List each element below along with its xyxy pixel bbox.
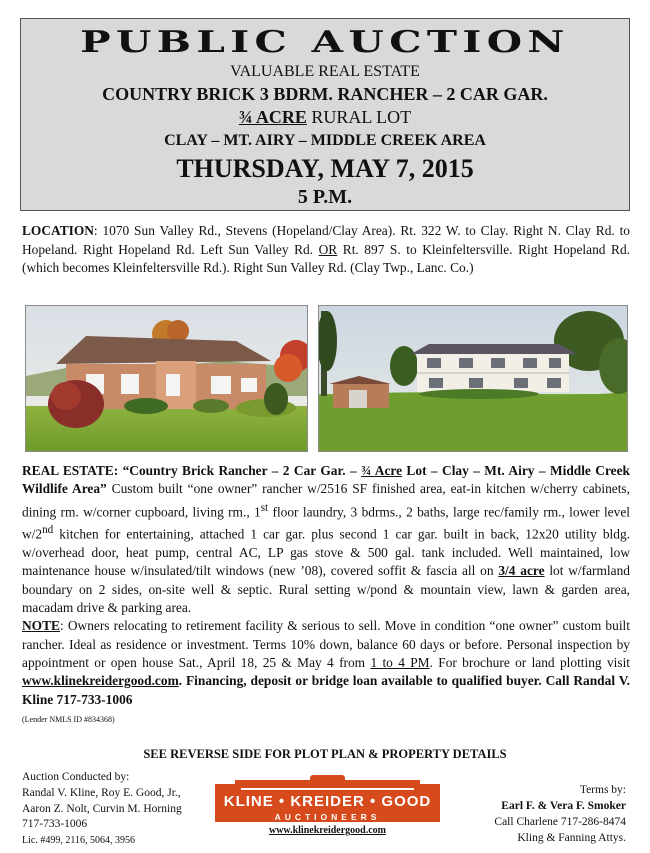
rancher-photo [25, 305, 308, 452]
terms-heading: Terms by: [579, 784, 626, 796]
real-estate-acre: 3/4 acre [498, 563, 545, 579]
rear-view-photo [318, 305, 628, 452]
real-estate-body-b: floor laundry, 3 bdrms., 2 baths, large rec/family rm., lower level w/2 [22, 504, 630, 542]
reverse-side-note: SEE REVERSE SIDE FOR PLOT PLAN & PROPERTY DETAILS [143, 747, 507, 761]
real-estate-body-d: lot w/farmland boundary on 2 sides, on-site well & septic. Rural setting w/pond & mountain view, lawn & garden area, macadam drive & parking area. [22, 563, 630, 616]
location-text-a: : 1070 Sun Valley Rd., Stevens (Hopeland/Clay Area). Rt. 322 W. to Clay. Right N. Clay Rd. to Hopeland. Right Hopeland Rd. Left Sun Valley Rd. [22, 223, 630, 257]
real-estate-title-b: Lot – Clay – Mt. Airy – Middle Creek Wildlife Area” [22, 463, 630, 497]
lot-size: ¾ ACRE [238, 107, 307, 127]
logo-banner [215, 790, 440, 822]
real-estate-sup-st: st [260, 501, 269, 514]
license-numbers: Lic. #499, 2116, 5064, 3956 [22, 835, 135, 847]
real-estate-label: REAL ESTATE [22, 463, 114, 478]
financing-text: . Financing, deposit or bridge loan available to qualified buyer. Call Randal V. Kline 717-733-1006 [22, 673, 630, 707]
real-estate-body-a: Custom built “one owner” rancher w/2516 SF finished area, eat-in kitchen w/cherry cabinets, dining rm. w/corner cupboard, living rm., 1 [22, 481, 630, 520]
real-estate-title-a: : “Country Brick Rancher – 2 Car Gar. – [113, 463, 362, 478]
header-box [20, 18, 630, 211]
auction-date: THURSDAY, MAY 7, 2015 [176, 154, 474, 183]
owner-names: Earl F. & Vera F. Smoker [501, 800, 626, 812]
auctioneers-line1: Randal V. Kline, Roy E. Good, Jr., [22, 786, 181, 799]
logo-website-link[interactable]: www.klinekreidergood.com [268, 825, 387, 836]
auction-conducted-by [22, 770, 222, 849]
location-paragraph [22, 222, 630, 278]
note-text-b: . For brochure or land plotting visit [429, 654, 631, 670]
conducted-heading: Auction Conducted by: [22, 771, 130, 783]
open-house-hours: 1 to 4 PM [370, 654, 430, 670]
logo-name: KLINE • KREIDER • GOOD [223, 793, 432, 810]
subtitle-rancher: COUNTRY BRICK 3 BDRM. RANCHER – 2 CAR GAR. [102, 84, 548, 104]
auction-time: 5 P.M. [297, 186, 353, 208]
lot-type: RURAL LOT [306, 107, 412, 127]
subtitle-lot [21, 107, 629, 128]
attorneys: Kling & Fanning Attys. [517, 832, 626, 844]
real-estate-sup-nd: nd [42, 524, 54, 537]
real-estate-title-acre: ¾ Acre [361, 463, 403, 478]
auction-title: PUBLIC AUCTION [80, 25, 570, 60]
rancher-photo-illustration [26, 306, 308, 452]
auctioneer-logo [215, 775, 440, 847]
logo-gavel-icon [215, 775, 440, 790]
subtitle-real-estate: VALUABLE REAL ESTATE [230, 63, 420, 80]
website-link[interactable]: www.klinekreidergood.com [22, 673, 179, 689]
auctioneers-line2: Aaron Z. Nolt, Curvin M. Horning [22, 802, 182, 815]
location-label: LOCATION [22, 223, 94, 238]
location-text-b: Rt. 897 S. to Kleinfeltersville. Right Hopeland Rd. (which becomes Kleinfeltersville Rd.). Right Sun Valley Rd. (Clay Twp., Lanc. Co.) [22, 241, 630, 275]
note-text-a: : Owners relocating to retirement facility & serious to sell. Move in condition “one owner” custom built rancher. Ideal as residence or investment. Terms 10% down, balance 60 days or before. Personal inspection by appointment or open house Sat., April 18, 25 & May 4 from [22, 618, 630, 670]
auctioneer-phone: 717-733-1006 [22, 818, 88, 831]
logo-gavel-graphic [215, 775, 440, 790]
terms-block [426, 782, 626, 846]
contact-call: Call Charlene 717-286-8474 [494, 816, 626, 828]
real-estate-body-c: kitchen for entertaining, attached 1 car gar. plus second 1 car gar. built in back, 12x20 utility bldg. w/overhead door, heat pump, central AC, LP gas stove & 500 gal. tank included. Well maintained, low maintenance house w/insulated/tilt windows (new ’08), covered soffit & fascia all on [22, 526, 630, 579]
real-estate-paragraph [22, 462, 630, 727]
lender-id: (Lender NMLS ID #834368) [22, 714, 115, 724]
location-or: OR [318, 241, 338, 257]
rear-view-photo-illustration [319, 306, 628, 452]
note-label: NOTE [22, 618, 60, 634]
subtitle-area: CLAY – MT. AIRY – MIDDLE CREEK AREA [164, 132, 486, 149]
logo-subtitle: AUCTIONEERS [274, 812, 381, 822]
